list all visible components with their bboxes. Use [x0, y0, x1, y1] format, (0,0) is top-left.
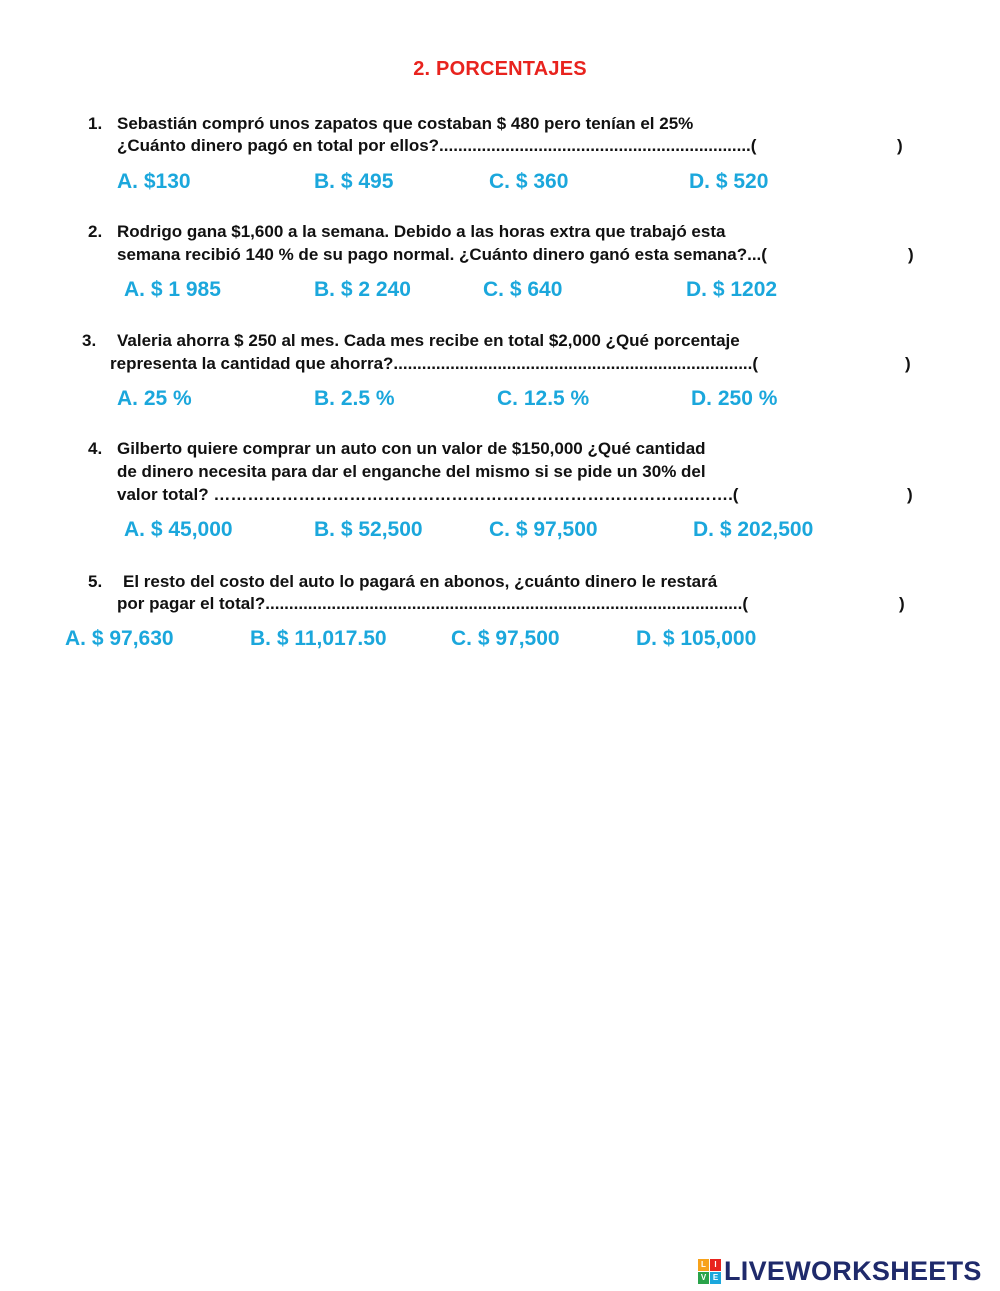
logo-block: V: [698, 1272, 709, 1284]
answer-blank-close: ): [897, 136, 903, 155]
option-d[interactable]: D. $ 520: [689, 170, 769, 193]
question-text-line: semana recibió 140 % de su pago normal. ¿Cuánto dinero ganó esta semana?...(: [117, 245, 767, 264]
option-a[interactable]: A. $130: [117, 170, 191, 193]
question-text-line: Sebastián compró unos zapatos que costaban $ 480 pero tenían el 25%: [117, 114, 694, 133]
logo-block: L: [698, 1259, 709, 1271]
question-text-line: por pagar el total?.....................................................................................................(: [117, 594, 748, 613]
option-c[interactable]: C. $ 97,500: [489, 518, 598, 541]
option-b[interactable]: B. 2.5 %: [314, 387, 395, 410]
option-b[interactable]: B. $ 52,500: [314, 518, 423, 541]
liveworksheets-logo: [698, 1256, 982, 1286]
question-text-line: de dinero necesita para dar el enganche del mismo si se pide un 30% del: [117, 462, 706, 481]
option-b[interactable]: B. $ 2 240: [314, 278, 411, 301]
page-title: 2. PORCENTAJES: [413, 58, 587, 80]
question-number: 4.: [88, 439, 103, 458]
option-d[interactable]: D. $ 1202: [686, 278, 778, 301]
option-a[interactable]: A. $ 97,630: [65, 627, 174, 650]
option-d[interactable]: D. $ 105,000: [636, 627, 757, 650]
question-text-line: valor total? ………………………………………………………………………….…….(: [117, 485, 739, 504]
option-c[interactable]: C. $ 97,500: [451, 627, 560, 650]
option-a[interactable]: A. $ 1 985: [124, 278, 221, 301]
answer-blank-close: ): [899, 594, 905, 613]
question-number: 1.: [88, 114, 103, 133]
option-b[interactable]: B. $ 11,017.50: [250, 627, 387, 650]
option-a[interactable]: A. $ 45,000: [124, 518, 233, 541]
question-text-line: Rodrigo gana $1,600 a la semana. Debido a las horas extra que trabajó esta: [117, 222, 726, 241]
question-text-line: Gilberto quiere comprar un auto con un valor de $150,000 ¿Qué cantidad: [117, 439, 706, 458]
question-number: 2.: [88, 222, 103, 241]
option-b[interactable]: B. $ 495: [314, 170, 394, 193]
answer-blank-close: ): [908, 245, 914, 264]
logo-block: E: [710, 1272, 721, 1284]
option-c[interactable]: C. $ 640: [483, 278, 563, 301]
question-text-line: Valeria ahorra $ 250 al mes. Cada mes recibe en total $2,000 ¿Qué porcentaje: [117, 331, 740, 350]
logo-blocks-icon: [698, 1259, 721, 1284]
option-c[interactable]: C. $ 360: [489, 170, 569, 193]
question-text-line: El resto del costo del auto lo pagará en abonos, ¿cuánto dinero le restará: [123, 572, 718, 591]
answer-blank-close: ): [905, 354, 911, 373]
answer-blank-close: ): [907, 485, 913, 504]
option-c[interactable]: C. 12.5 %: [497, 387, 590, 410]
question-text-line: ¿Cuánto dinero pagó en total por ellos?..................................................................(: [117, 136, 757, 155]
question-number: 3.: [82, 331, 97, 350]
question-number: 5.: [88, 572, 103, 591]
option-d[interactable]: D. $ 202,500: [693, 518, 814, 541]
logo-text: LIVEWORKSHEETS: [724, 1255, 982, 1286]
option-a[interactable]: A. 25 %: [117, 387, 192, 410]
logo-block: I: [710, 1259, 721, 1271]
question-text-line: representa la cantidad que ahorra?............................................................................(: [110, 354, 759, 373]
option-d[interactable]: D. 250 %: [691, 387, 778, 410]
